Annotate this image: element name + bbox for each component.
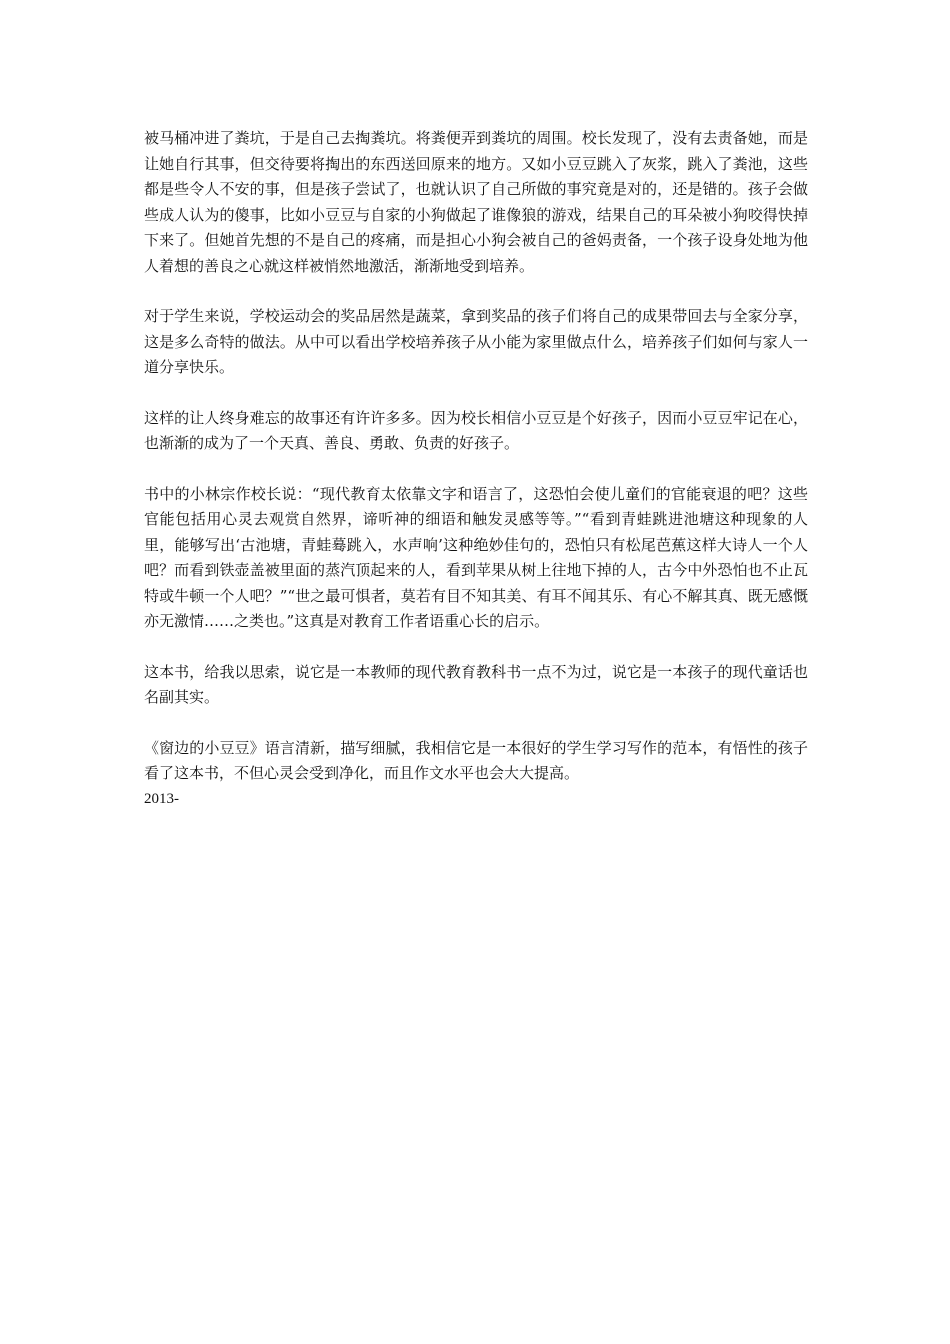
paragraph-1: 被马桶冲进了粪坑，于是自己去掏粪坑。将粪便弄到粪坑的周围。校长发现了，没有去责备她，而是让她自行其事，但交待要将掏出的东西送回原来的地方。又如小豆豆跳入了灰浆，跳入了粪池，这些都是些令人不安的事，但是孩子尝试了，也就认识了自己所做的事究竟是对的，还是错的。孩子会做些成人认为的傻事，比如小豆豆与自家的小狗做起了谁像狼的游戏，结果自己的耳朵被小狗咬得快掉下来了。但她首先想的不是自己的疼痛，而是担心小狗会被自己的爸妈责备，一个孩子设身处地为他人着想的善良之心就这样被悄然地激活，渐渐地受到培养。: [144, 129, 808, 275]
paragraph-5: 这本书，给我以思索，说它是一本教师的现代教育教科书一点不为过，说它是一本孩子的现代童话也名副其实。: [144, 662, 808, 706]
paragraph-6: 《窗边的小豆豆》语言清新，描写细腻，我相信它是一本很好的学生学习写作的范本，有悟性的孩子看了这本书，不但心灵会受到净化，而且作文水平也会大大提高。: [144, 738, 808, 782]
document-date: 2013-: [144, 790, 179, 807]
document-page: [144, 126, 808, 812]
paragraph-3: 这样的让人终身难忘的故事还有许许多多。因为校长相信小豆豆是个好孩子，因而小豆豆牢记在心，也渐渐的成为了一个天真、善良、勇敢、负责的好孩子。: [144, 408, 808, 452]
paragraph-2: 对于学生来说，学校运动会的奖品居然是蔬菜，拿到奖品的孩子们将自己的成果带回去与全家分享，这是多么奇特的做法。从中可以看出学校培养孩子从小能为家里做点什么，培养孩子们如何与家人一道分享快乐。: [144, 307, 808, 376]
paragraph-4: 书中的小林宗作校长说：“现代教育太依靠文字和语言了，这恐怕会使儿童们的官能衰退的吧？这些官能包括用心灵去观赏自然界，谛听神的细语和触发灵感等等。”“看到青蛙跳进池塘这种现象的人里，能够写出‘古池塘，青蛙蓦跳入，水声响’这种绝妙佳句的，恐怕只有松尾芭蕉这样大诗人一个人吧？而看到铁壶盖被里面的蒸汽顶起来的人，看到苹果从树上往地下掉的人，古今中外恐怕也不止瓦特或牛顿一个人吧？”“世之最可惧者，莫若有目不知其美、有耳不闻其乐、有心不解其真、既无感慨亦无激情……之类也。”这真是对教育工作者语重心长的启示。: [144, 484, 808, 630]
